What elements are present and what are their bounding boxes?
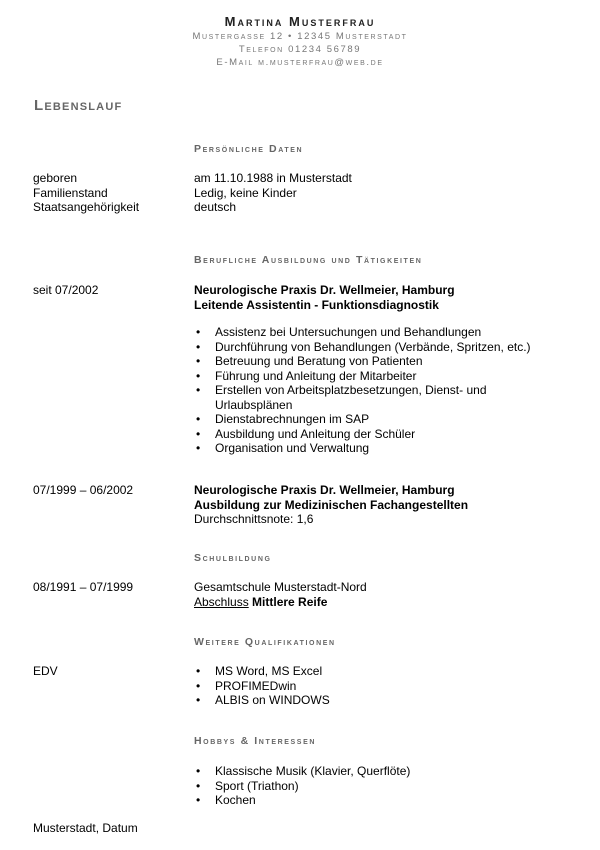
label-nationality: Staatsangehörigkeit [33, 200, 140, 214]
list-item: • Kochen [194, 793, 564, 808]
list-item: • Dienstabrechnungen im SAP [194, 412, 564, 427]
job1-task-list [194, 325, 564, 456]
job1-date: seit 07/2002 [33, 283, 99, 297]
list-item: • Erstellen von Arbeitsplatzbesetzungen, Dienst- und Urlaubsplänen [194, 383, 505, 412]
job2-employer: Neurologische Praxis Dr. Wellmeier, Hamburg [194, 483, 455, 497]
value-born: am 11.10.1988 in Musterstadt [194, 171, 352, 185]
school-degree-line [194, 595, 574, 610]
email-line: E-Mail m.musterfrau@web.de [216, 57, 384, 68]
list-item: • MS Word, MS Excel [194, 664, 564, 679]
address-line: Mustergasse 12 • 12345 Musterstadt [192, 31, 408, 42]
school-name: Gesamtschule Musterstadt-Nord [194, 580, 367, 594]
label-edv: EDV [33, 664, 58, 678]
degree-name: Mittlere Reife [252, 594, 328, 609]
list-item: • Führung und Anleitung der Mitarbeiter [194, 369, 564, 384]
list-item: • Sport (Triathon) [194, 779, 564, 794]
document-title: Lebenslauf [34, 97, 123, 114]
label-marital-status: Familienstand [33, 185, 108, 200]
section-heading-career: Berufliche Ausbildung und Tätigkeiten [194, 254, 423, 266]
list-item: • Klassische Musik (Klavier, Querflöte) [194, 764, 564, 779]
list-item: • Organisation und Verwaltung [194, 441, 564, 456]
label-born: geboren [33, 171, 78, 185]
list-item: • ALBIS on WINDOWS [194, 693, 564, 708]
section-heading-qualifications: Weitere Qualifikationen [194, 636, 336, 648]
qualification-list [194, 664, 564, 708]
list-item: • PROFIMEDwin [194, 679, 564, 694]
degree-prefix: Abschluss [194, 594, 249, 609]
job2-date: 07/1999 – 06/2002 [33, 483, 134, 497]
value-nationality: deutsch [194, 200, 237, 214]
section-heading-school: Schulbildung [194, 552, 272, 564]
section-heading-personal: Persönliche Daten [194, 143, 304, 155]
hobby-list [194, 764, 564, 808]
phone-line: Telefon 01234 56789 [238, 44, 362, 55]
job2-position: Ausbildung zur Medizinischen Fachangestellten [194, 497, 469, 512]
school-date: 08/1991 – 07/1999 [33, 580, 134, 594]
list-item: • Betreuung und Beratung von Patienten [194, 354, 564, 369]
job1-position: Leitende Assistentin - Funktionsdiagnostik [194, 297, 439, 312]
list-item: • Ausbildung und Anleitung der Schüler [194, 427, 564, 442]
job2-grade-note: Durchschnittsnote: 1,6 [194, 512, 314, 526]
applicant-name: Martina Musterfrau [224, 14, 376, 29]
list-item: • Durchführung von Behandlungen (Verbände, Spritzen, etc.) [194, 340, 564, 355]
list-item: • Assistenz bei Untersuchungen und Behandlungen [194, 325, 564, 340]
value-marital-status: Ledig, keine Kinder [194, 185, 297, 200]
job1-employer: Neurologische Praxis Dr. Wellmeier, Hamburg [194, 283, 455, 297]
section-heading-hobbies: Hobbys & Interessen [194, 735, 316, 747]
place-and-date: Musterstadt, Datum [33, 821, 138, 835]
